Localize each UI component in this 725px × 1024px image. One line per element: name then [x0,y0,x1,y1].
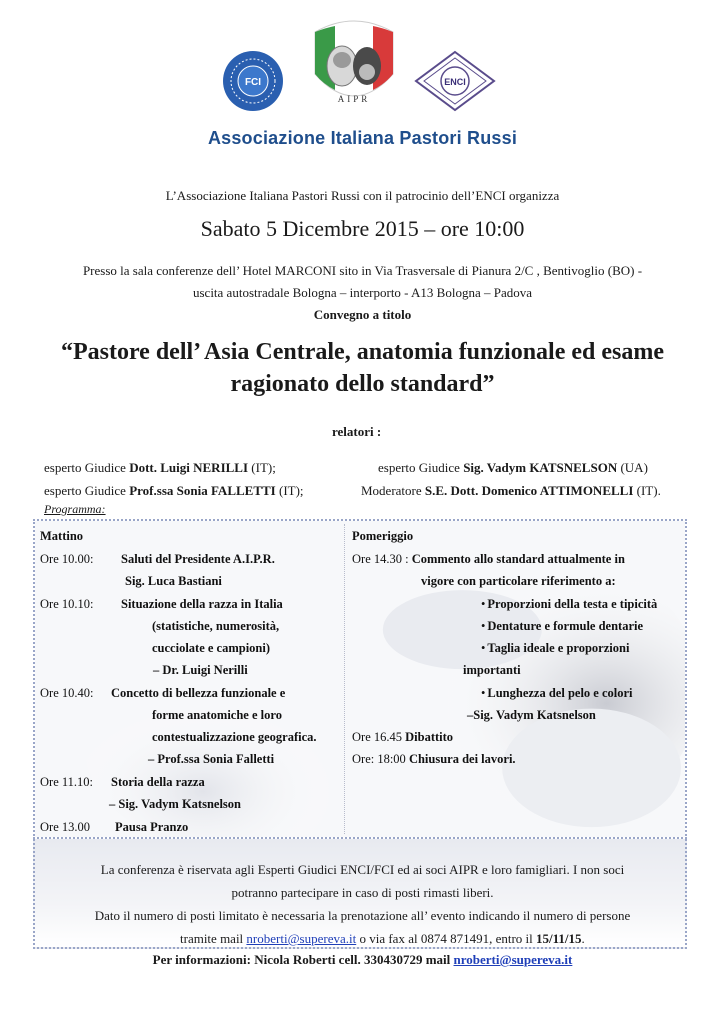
program-box [33,519,687,839]
footer-line-3: Dato il numero di posti limitato è necessaria la prenotazione all’ evento indicando il numero di persone [94,908,631,923]
booking-deadline: 15/11/15 [536,931,582,946]
morning-time: Ore 10.10: [40,597,94,611]
afternoon-text: Commento allo standard attualmente in [411,552,625,566]
relatore-left-2 [44,483,304,499]
morning-time: Ore 10.00: [40,552,94,566]
fci-logo [222,50,284,112]
afternoon-time: Ore 16.45 [352,730,406,744]
afternoon-bullet: Lunghezza del pelo e colori [487,686,633,700]
morning-text: – Sig. Vadym Katsnelson [109,797,241,811]
footer-line-4-pre: tramite mail [180,931,247,946]
afternoon-text: –Sig. Vadym Katsnelson [467,708,596,722]
morning-text: Saluti del Presidente A.I.P.R. [121,552,275,566]
relatore-role: Moderatore [361,483,425,498]
enci-logo [414,50,496,112]
morning-text: Situazione della razza in Italia [121,597,283,611]
convegno-label: Convegno a titolo [313,307,412,322]
event-date: Sabato 5 Dicembre 2015 – ore 10:00 [200,216,525,241]
venue-line-1: Presso la sala conferenze dell’ Hotel MARCONI sito in Via Trasversale di Pianura 2/C , Bentivoglio (BO) - [82,263,643,278]
fci-logo-text: FCI [244,77,262,88]
programma-label: Programma: [44,502,106,516]
intro-text: L’Associazione Italiana Pastori Russi con il patrocinio dell’ENCI organizza [165,188,560,203]
relatore-country: (IT). [633,483,661,498]
morning-time: Ore 13.00 [40,820,90,834]
morning-text: Concetto di bellezza funzionale e [111,686,286,700]
afternoon-bullet: Taglia ideale e proporzioni [487,641,630,655]
relatore-role: esperto Giudice [378,460,464,475]
aipr-logo-text: AIPR [337,94,371,104]
morning-text: (statistiche, numerosità, [152,619,280,633]
afternoon-text: Dibattito [405,730,454,744]
relatore-country: (IT); [275,483,304,498]
enci-logo-text: ENCI [444,77,466,87]
relatore-role: esperto Giudice [44,483,130,498]
footer-line-1: La conferenza è riservata agli Esperti Giudici ENCI/FCI ed ai soci AIPR e loro famigliari. I non soci [100,862,625,877]
morning-text: Storia della razza [111,775,205,789]
afternoon-text: vigore con particolare riferimento a: [421,574,616,588]
morning-text: contestualizzazione geografica. [152,730,317,744]
footer-line-4 [180,931,585,947]
relatore-name: Sig. Vadym KATSNELSON [463,460,618,475]
column-divider [344,524,345,834]
morning-text: – Dr. Luigi Nerilli [153,663,248,677]
relatore-right-2 [361,483,661,499]
afternoon-time: Ore 14.30 : [352,552,412,566]
relatori-label: relatori : [332,424,382,439]
afternoon-time: Ore: 18:00 [352,752,409,766]
relatore-name: S.E. Dott. Domenico ATTIMONELLI [424,483,634,498]
morning-text: forme anatomiche e loro [152,708,282,722]
contact-info-text: Per informazioni: Nicola Roberti cell. 330430729 mail [152,952,454,967]
venue-line-2: uscita autostradale Bologna – interporto - A13 Bologna – Padova [192,285,532,300]
relatore-name: Dott. Luigi NERILLI [129,460,249,475]
footer-line-2: potranno partecipare in caso di posti rimasti liberi. [231,885,494,900]
morning-text: Sig. Luca Bastiani [125,574,222,588]
afternoon-bullet: Proporzioni della testa e tipicità [487,597,658,611]
footer-line-4-end: . [581,931,585,946]
relatore-left-1 [44,460,276,476]
afternoon-bullet: Dentature e formule dentarie [487,619,644,633]
morning-time: Ore 11.10: [40,775,93,789]
morning-text: cucciolate e campioni) [152,641,271,655]
aipr-logo [305,14,403,114]
afternoon-text: importanti [463,663,521,677]
morning-text: Pausa Pranzo [115,820,189,834]
convegno-title [60,336,665,400]
contact-email-link[interactable]: nroberti@supereva.it [453,952,573,967]
afternoon-text: Chiusura dei lavori. [408,752,516,766]
footer-line-4-mid: o via fax al 0874 871491, entro il [356,931,537,946]
relatore-country: (UA) [617,460,648,475]
relatore-role: esperto Giudice [44,460,130,475]
relatore-right-1 [378,460,648,476]
association-title: Associazione Italiana Pastori Russi [207,128,518,148]
booking-email-link[interactable]: nroberti@supereva.it [246,931,357,946]
morning-text: – Prof.ssa Sonia Falletti [148,752,275,766]
convegno-title-line-2: ragionato dello standard” [230,371,495,397]
afternoon-heading: Pomeriggio [352,529,414,543]
morning-time: Ore 10.40: [40,686,94,700]
morning-line [40,552,93,567]
morning-heading: Mattino [40,529,84,543]
relatore-country: (IT); [248,460,276,475]
convegno-title-line-1: “Pastore dell’ Asia Centrale, anatomia funzionale ed esame [60,339,665,365]
contact-info [0,952,725,968]
relatore-name: Prof.ssa Sonia FALLETTI [129,483,276,498]
